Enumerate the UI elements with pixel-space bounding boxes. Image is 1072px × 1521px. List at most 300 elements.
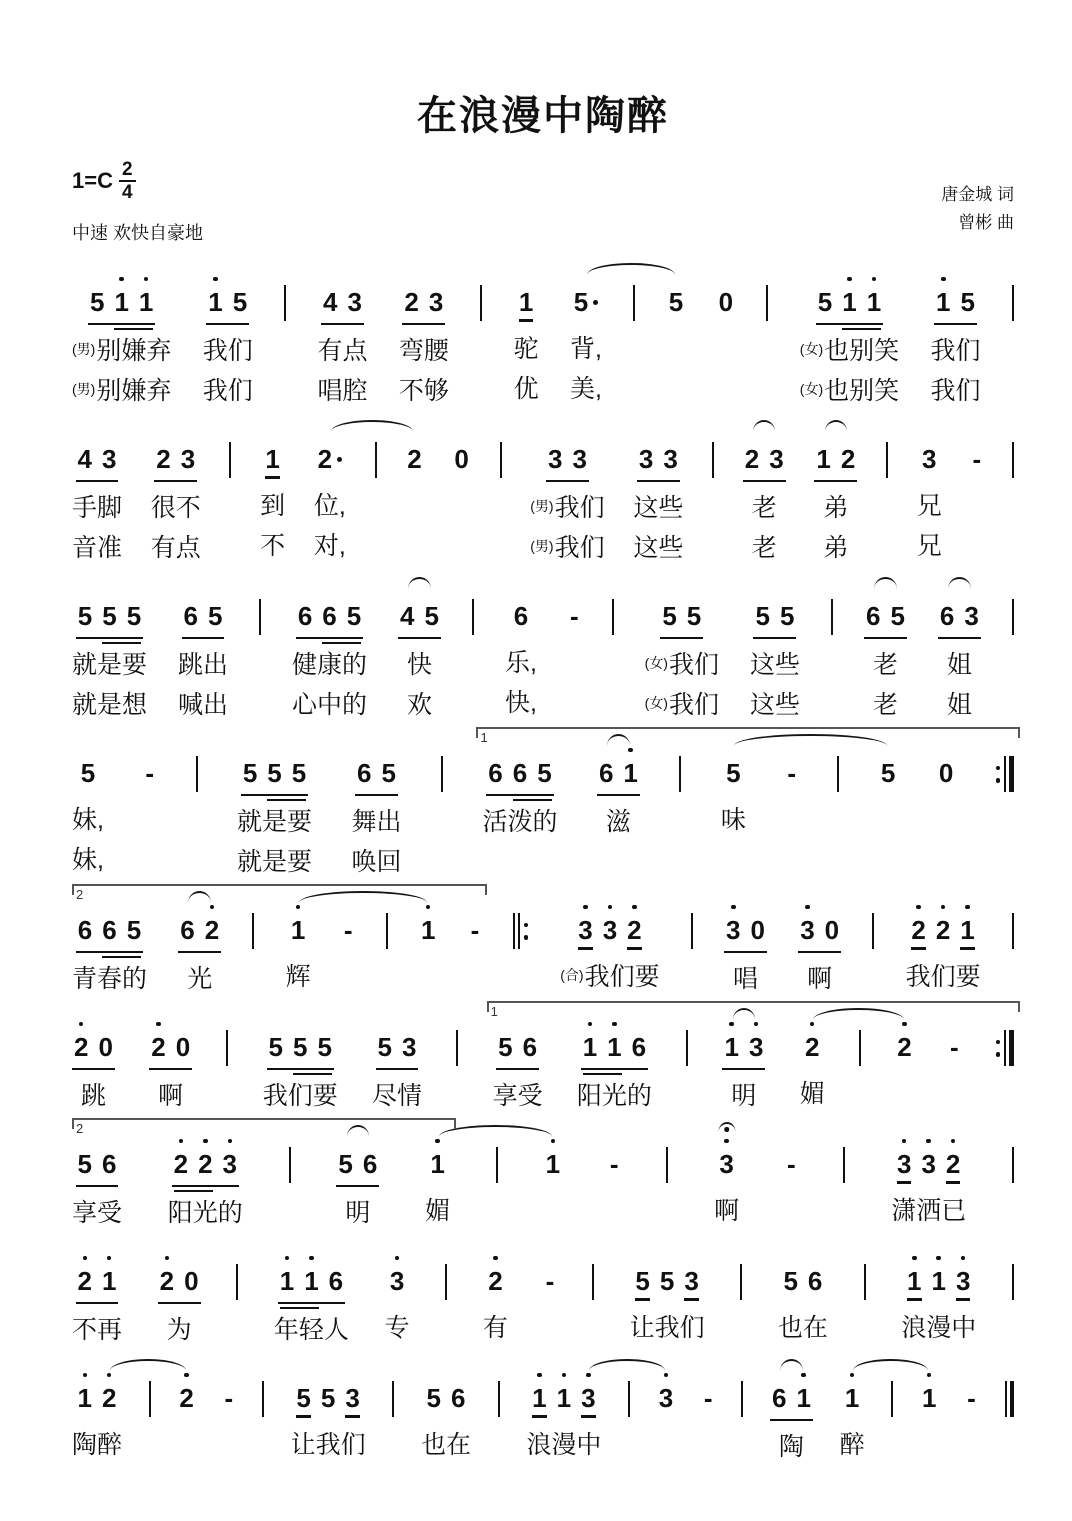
note-token: 5	[659, 1266, 675, 1296]
note-token: 0	[750, 915, 765, 945]
sixteenth-beam	[102, 956, 141, 959]
lyric-text: 潇洒已	[891, 1196, 967, 1225]
note-token: 2	[805, 1021, 819, 1064]
lyric-text: 尽情	[372, 1081, 423, 1110]
barline	[149, 1372, 151, 1417]
lyric-text	[901, 1077, 908, 1106]
lyric-row	[615, 843, 622, 876]
lyric-text: 弯腰	[398, 336, 449, 365]
lyric-text: 陶	[778, 1432, 804, 1461]
lyric-text	[472, 960, 479, 989]
lyric-row	[514, 370, 539, 403]
sixteenth-beam	[842, 328, 881, 331]
note-token: 6	[297, 601, 313, 631]
barline	[995, 1021, 1014, 1066]
lyric-text: 快,	[504, 688, 537, 717]
lyric-row	[885, 841, 892, 874]
note-group	[917, 433, 942, 560]
octave-dot	[309, 1255, 314, 1264]
note-token: 2	[156, 444, 171, 474]
note-token: 1	[532, 1372, 546, 1415]
lyric-text: 浪漫中	[901, 1313, 977, 1342]
octave-dot	[724, 1138, 729, 1147]
lyric-row	[546, 1309, 553, 1342]
lyric-text	[943, 803, 950, 832]
lyric-text: 享受	[72, 1198, 123, 1227]
music-line-1	[72, 255, 1014, 405]
note-token: 2	[205, 904, 219, 947]
lyric-text	[788, 1194, 795, 1223]
lyric-text: 这些	[749, 650, 800, 679]
note-token: 3	[663, 444, 678, 474]
lyric-text: 有点	[317, 336, 368, 365]
song-title: 在浪漫中陶醉	[417, 94, 669, 138]
lyric-row	[286, 958, 311, 991]
lyric-text	[943, 843, 950, 872]
octave-dot	[165, 1255, 170, 1264]
lyric-row	[672, 330, 679, 363]
note-token: 3	[547, 444, 563, 474]
lyric-text: 姐	[946, 690, 972, 719]
volta-bracket	[72, 884, 487, 902]
octave-dot	[588, 1021, 593, 1030]
lyric-row	[178, 686, 228, 719]
lyric-text	[225, 1428, 232, 1457]
lyric-row	[730, 841, 737, 874]
note-token: -	[224, 1383, 234, 1413]
note-token: -	[786, 1149, 796, 1179]
note-group	[798, 904, 841, 993]
note-token: 1	[842, 276, 856, 319]
octave-dot	[810, 1021, 815, 1030]
lyric-row	[633, 529, 683, 562]
lyric-row	[72, 1311, 122, 1344]
lyric-row	[788, 841, 795, 874]
lyric-row	[317, 332, 367, 365]
note-group	[785, 747, 798, 874]
note-group	[72, 904, 147, 993]
note-token: 5	[317, 1032, 332, 1062]
lyric-text: 明	[345, 1198, 371, 1227]
note-group	[342, 904, 355, 991]
lyric-text	[705, 1428, 712, 1457]
note-token: 5	[291, 758, 307, 788]
lyric-row	[72, 646, 147, 679]
lyric-text: 健康的	[292, 650, 368, 679]
lyric-text: 啊	[714, 1196, 740, 1225]
note-token: 6	[631, 1032, 647, 1062]
octave-dot	[228, 1138, 233, 1147]
lyric-row	[458, 487, 465, 520]
barline	[441, 747, 443, 792]
octave-dot	[426, 904, 431, 913]
note-token: 3	[638, 444, 654, 474]
note-token: 6	[183, 601, 199, 631]
octave-dot	[729, 1021, 734, 1030]
lyric-text	[973, 529, 980, 558]
note-group	[203, 276, 253, 405]
lyric-text	[458, 489, 465, 518]
volta-bracket	[487, 1001, 1020, 1019]
key-label: 1=C	[72, 168, 113, 193]
lyric-text: 我们	[202, 336, 253, 365]
note-token: 1	[265, 444, 280, 474]
note-token: 5	[377, 1032, 393, 1062]
lyric-text: 乐,	[504, 648, 537, 677]
slur-arc	[587, 263, 675, 277]
barline	[259, 590, 261, 635]
lyric-row	[778, 1309, 828, 1342]
barline	[686, 1021, 688, 1066]
barline	[496, 1138, 498, 1183]
note-group	[570, 276, 602, 403]
voice-label: (合)	[560, 966, 584, 983]
lyric-row	[571, 644, 578, 677]
sixteenth-beam	[583, 1073, 622, 1076]
note-token: 2	[840, 444, 856, 474]
barline	[1012, 1255, 1014, 1300]
lyric-text	[722, 372, 729, 401]
lyric-text: 欢	[407, 690, 433, 719]
note-group	[630, 1255, 705, 1342]
note-token: 5	[890, 601, 905, 631]
note-token: 0	[718, 287, 734, 317]
note-group	[568, 590, 581, 717]
note-token: 2	[936, 904, 950, 947]
note-group	[743, 433, 786, 562]
lyric-text: 舞出	[351, 807, 402, 836]
note-token: 2	[946, 1138, 960, 1181]
tempo-marking: 中速 欢快自豪地	[72, 223, 204, 243]
lyric-text: 对,	[313, 531, 346, 560]
lyric-text: 啊	[158, 1081, 184, 1110]
lyric-row	[187, 960, 212, 993]
note-group	[168, 1138, 243, 1227]
note-token: 5	[267, 758, 282, 788]
note-group	[317, 276, 367, 405]
note-group	[931, 276, 981, 405]
note-token: 1	[280, 1255, 294, 1298]
music-line-3	[72, 569, 1014, 719]
note-token: 5	[77, 1149, 92, 1179]
lyric-text	[672, 372, 679, 401]
slur-arc	[825, 420, 847, 434]
lyric-text: 我们	[930, 376, 981, 405]
barline	[612, 590, 614, 635]
music-line-9	[72, 1351, 1014, 1461]
note-token: 0	[175, 1032, 191, 1062]
lyric-text: 年轻人	[273, 1315, 349, 1344]
octave-dot	[210, 904, 215, 913]
octave-dot	[916, 904, 921, 913]
note-token: 5	[242, 758, 258, 788]
note-group	[493, 1021, 543, 1110]
lyric-row	[630, 1309, 705, 1342]
key-tempo-block	[72, 159, 203, 245]
note-group	[778, 1255, 828, 1342]
barline	[837, 747, 839, 792]
barline	[456, 1021, 458, 1066]
lyric-text	[571, 686, 578, 715]
octave-dot	[83, 1372, 88, 1381]
note-token: 5	[232, 287, 248, 317]
note-token: 5	[635, 1266, 650, 1296]
lyric-text: 就是想	[72, 690, 148, 719]
note-group	[399, 276, 449, 405]
lyric-text: 喊出	[178, 690, 229, 719]
note-group	[597, 747, 640, 876]
time-signature	[119, 159, 136, 203]
note-group	[72, 433, 122, 562]
lyric-row	[314, 527, 346, 560]
note-token: -	[343, 915, 353, 945]
lyric-row	[931, 332, 981, 365]
lyric-text: 我们要	[584, 962, 660, 991]
lyric-text	[968, 1428, 975, 1457]
lyric-row	[823, 529, 848, 562]
augmentation-dot	[593, 300, 598, 305]
lyric-row	[721, 801, 746, 834]
lyric-row	[530, 529, 604, 562]
note-group	[177, 1372, 195, 1459]
octave-dot	[936, 1255, 941, 1264]
lyric-text	[722, 332, 729, 361]
lyric-text: 青春的	[72, 964, 148, 993]
fermata-icon	[718, 1122, 735, 1133]
octave-dot	[872, 276, 877, 285]
note-token: 3	[726, 904, 740, 947]
note-token: 5	[726, 758, 741, 788]
note-group	[577, 1021, 652, 1110]
lyric-row	[483, 1309, 508, 1342]
lyric-text: 不	[260, 531, 286, 560]
volta-number: 2	[76, 1121, 84, 1136]
note-token: 1	[845, 1372, 859, 1415]
note-token: 3	[769, 444, 784, 474]
lyric-text	[458, 529, 465, 558]
lyric-text	[788, 803, 795, 832]
note-group	[72, 1138, 122, 1227]
slur-arc	[853, 1359, 928, 1373]
lyric-text: 美,	[570, 374, 602, 403]
octave-dot	[156, 1021, 161, 1030]
lyric-row	[800, 1075, 825, 1108]
lyric-row	[873, 646, 898, 679]
lyric-row	[885, 801, 892, 834]
lyric-row	[705, 1426, 712, 1459]
meta-row	[72, 159, 1014, 245]
music-line-6	[72, 1000, 1014, 1110]
note-token: 5	[126, 601, 142, 631]
lyric-text	[517, 845, 524, 874]
lyric-text	[973, 489, 980, 518]
octave-dot	[902, 1138, 907, 1147]
note-group	[714, 1138, 739, 1225]
octave-dot	[805, 904, 810, 913]
lyric-row	[901, 1309, 976, 1342]
note-group	[372, 1021, 422, 1110]
note-token: 1	[430, 1138, 444, 1181]
note-token: 3	[921, 444, 937, 474]
lyric-row	[472, 958, 479, 991]
lyric-text	[549, 1194, 556, 1223]
score	[72, 255, 1014, 1461]
lyric-row	[800, 332, 899, 365]
lyric-text: 跳出	[178, 650, 229, 679]
note-token: 6	[450, 1383, 466, 1413]
lyric-text: 妹,	[72, 805, 104, 834]
note-group	[425, 1138, 450, 1225]
lyric-row	[947, 646, 972, 679]
note-token: 3	[603, 904, 617, 947]
octave-dot	[902, 1021, 907, 1030]
note-token: -	[703, 1383, 713, 1413]
slur-arc	[780, 1359, 802, 1373]
note-token: 0	[98, 1032, 113, 1062]
octave-dot	[965, 904, 970, 913]
note-token: 5	[268, 1032, 283, 1062]
note-group	[864, 590, 907, 719]
note-group	[469, 904, 482, 991]
lyric-text: 我们要	[262, 1081, 338, 1110]
lyric-row	[672, 370, 679, 403]
note-token: 3	[390, 1255, 404, 1298]
octave-dot	[184, 1372, 189, 1381]
note-group	[72, 1021, 115, 1110]
note-group	[419, 904, 437, 991]
octave-dot	[583, 904, 588, 913]
lyric-text	[615, 845, 622, 874]
lyric-text	[546, 1311, 553, 1340]
music-line-7	[72, 1117, 1014, 1227]
lyric-row	[722, 370, 729, 403]
lyric-row	[72, 960, 147, 993]
lyric-row	[237, 803, 312, 836]
lyric-text: 活泼的	[482, 807, 558, 836]
note-token: 3	[572, 444, 587, 474]
lyric-row	[906, 958, 981, 991]
barline	[592, 1255, 594, 1300]
note-token: 2	[198, 1138, 212, 1181]
lyric-text: 让我们	[290, 1430, 366, 1459]
octave-dot	[941, 904, 946, 913]
note-token: 2	[102, 1372, 116, 1415]
voice-label: (女)	[644, 654, 668, 671]
note-token: 1	[78, 1372, 92, 1415]
lyric-row	[407, 686, 432, 719]
lyric-text	[345, 960, 352, 989]
augmentation-dot	[337, 457, 342, 462]
lyric-row	[203, 372, 253, 405]
lyric-row	[81, 1077, 106, 1110]
volta-bracket	[476, 727, 1019, 745]
lyric-text: 明	[731, 1081, 757, 1110]
note-token: 3	[180, 444, 196, 474]
note-group	[840, 1372, 865, 1459]
note-token: 1	[208, 276, 222, 319]
barline	[392, 1372, 394, 1417]
lyric-row	[225, 1426, 232, 1459]
voice-label: (女)	[799, 380, 824, 397]
lyric-row	[407, 646, 432, 679]
lyric-text: 不够	[398, 376, 449, 405]
lyric-text: 我们	[668, 650, 719, 679]
note-token: 5	[668, 287, 684, 317]
note-token: 5	[817, 287, 833, 317]
note-token: -	[569, 601, 579, 631]
note-token: 1	[139, 276, 153, 319]
note-group	[530, 433, 604, 562]
note-group	[151, 433, 201, 562]
barline	[513, 904, 530, 949]
note-group	[800, 276, 899, 405]
lyric-text: 阳光的	[167, 1198, 243, 1227]
barline	[1012, 1138, 1014, 1183]
lyric-row	[505, 644, 537, 677]
lyric-row	[917, 527, 942, 560]
lyric-text	[571, 646, 578, 675]
time-signature-numerator: 2	[119, 159, 136, 182]
slur-arc	[948, 577, 970, 591]
note-token: 5	[296, 1383, 311, 1413]
barline	[1012, 276, 1014, 321]
lyric-text	[926, 1428, 933, 1457]
note-group	[937, 747, 955, 874]
note-token: 2	[911, 904, 925, 947]
note-token: 2	[404, 287, 419, 317]
note-token: 3	[921, 1138, 935, 1181]
lyric-text: 优	[513, 374, 539, 403]
lyric-row	[72, 489, 122, 522]
note-group	[948, 1021, 961, 1108]
lyric-text: 唤回	[351, 847, 402, 876]
note-token: 1	[907, 1255, 921, 1298]
note-group	[920, 1372, 938, 1459]
lyric-text	[611, 1194, 618, 1223]
octave-dot	[628, 747, 633, 756]
note-token: 5	[779, 601, 795, 631]
note-token: 3	[578, 904, 592, 947]
note-token: 5	[208, 601, 223, 631]
lyric-row	[722, 330, 729, 363]
lyric-text	[411, 489, 418, 518]
lyric-row	[72, 686, 147, 719]
lyric-text	[951, 1077, 958, 1106]
note-token: 6	[102, 1149, 117, 1179]
note-token: 3	[897, 1138, 911, 1181]
note-token: 6	[180, 915, 195, 945]
note-group	[724, 904, 767, 993]
lyric-row	[168, 1194, 243, 1227]
note-token: 0	[454, 444, 469, 474]
note-token: 6	[328, 1266, 344, 1296]
lyric-text: 媚	[425, 1196, 451, 1225]
barline	[864, 1255, 866, 1300]
note-group	[237, 747, 312, 876]
note-group	[398, 590, 441, 719]
note-token: -	[787, 758, 796, 788]
lyric-row	[493, 1077, 543, 1110]
note-token: 5	[686, 601, 702, 631]
note-group	[879, 747, 897, 874]
lyric-text: 我们要	[905, 962, 981, 991]
lyric-row	[645, 646, 719, 679]
voice-label: (女)	[644, 694, 668, 711]
note-group	[608, 1138, 621, 1225]
barline	[766, 276, 768, 321]
note-token: 5	[338, 1149, 353, 1179]
lyric-row	[731, 1077, 756, 1110]
